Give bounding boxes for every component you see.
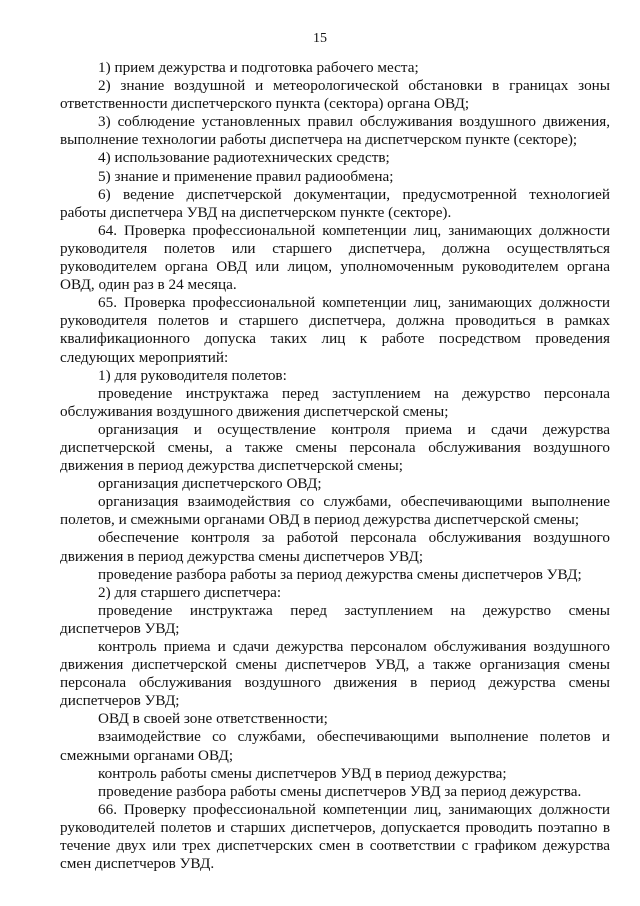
text-line: 1) для руководителя полетов:	[98, 366, 287, 384]
text-line: 5) знание и применение правил радиообмена;	[98, 167, 394, 185]
text-line: контроль приема и сдачи дежурства персоналом обслуживания воздушного	[98, 638, 610, 655]
paragraph	[60, 113, 610, 149]
text-line: 65. Проверка профессиональной компетенции лиц, занимающих должности	[98, 294, 610, 312]
paragraph	[60, 584, 610, 602]
text-line: течение двух или трех диспетчерских смен в соответствии с графиком дежурства	[60, 837, 610, 855]
paragraph	[60, 638, 610, 710]
text-line: взаимодействие со службами, обеспечивающими выполнение полетов и	[98, 728, 610, 746]
text-line: 64. Проверка профессиональной компетенции лиц, занимающих должности	[98, 221, 610, 239]
text-line: следующих мероприятий:	[60, 348, 229, 366]
paragraph	[60, 566, 610, 584]
text-line: 2) знание воздушной и метеорологической обстановки в границах зоны	[98, 77, 610, 95]
text-line: организация и осуществление контроля приема и сдачи дежурства	[98, 420, 610, 438]
paragraph	[60, 602, 610, 638]
paragraph	[60, 529, 610, 565]
paragraph	[60, 222, 610, 294]
text-line: организация диспетчерского ОВД;	[98, 475, 322, 493]
text-line: полетов, и смежными органами ОВД в период дежурства диспетчерской смены;	[60, 511, 580, 529]
paragraph	[60, 710, 610, 728]
text-line: движения диспетчерской смены диспетчеров УВД, а также организация смены	[60, 656, 610, 674]
text-line: руководителей полетов и старших диспетчеров, допускается проводить поэтапно в	[60, 818, 610, 836]
text-line: ОВД в своей зоне ответственности;	[98, 710, 328, 728]
text-line: руководителя полетов и старшего диспетчера, должна проводиться в рамках	[60, 312, 610, 330]
paragraph	[60, 59, 610, 77]
paragraph	[60, 77, 610, 113]
paragraph	[60, 186, 610, 222]
paragraph	[60, 783, 610, 801]
text-line: выполнение технологии работы диспетчера на диспетчерском пункте (секторе);	[60, 131, 578, 149]
text-line: смежными органами ОВД;	[60, 746, 234, 764]
text-line: 4) использование радиотехнических средств;	[98, 149, 390, 167]
text-line: проведение инструктажа перед заступлением на дежурство персонала	[98, 384, 610, 402]
text-line: обеспечение контроля за работой персонала обслуживания воздушного	[98, 529, 610, 547]
paragraph	[60, 168, 610, 186]
text-line: контроль работы смены диспетчеров УВД в период дежурства;	[98, 764, 507, 782]
paragraph	[60, 149, 610, 167]
text-line: проведение разбора работы за период дежурства смены диспетчеров УВД;	[98, 565, 582, 583]
text-line: организация взаимодействия со службами, обеспечивающими выполнение	[98, 493, 610, 511]
text-line: движения в период дежурства смены диспетчеров УВД;	[60, 547, 424, 565]
text-line: диспетчеров УВД;	[60, 619, 180, 637]
text-line: руководителя полетов или старшего диспетчера, должна осуществляться	[60, 239, 610, 257]
paragraph	[60, 801, 610, 873]
text-line: 66. Проверку профессиональной компетенции лиц, занимающих должности	[98, 800, 610, 818]
paragraph	[60, 765, 610, 783]
text-line: 1) прием дежурства и подготовка рабочего места;	[98, 59, 419, 76]
text-line: диспетчерской смены, а также смены персонала обслуживания воздушного	[60, 438, 610, 456]
text-line: обслуживания воздушного движения диспетчерской смены;	[60, 402, 449, 420]
paragraph	[60, 385, 610, 421]
text-line: 6) ведение диспетчерской документации, предусмотренной технологией	[98, 185, 610, 203]
document-body	[60, 59, 610, 873]
paragraph	[60, 728, 610, 764]
paragraph	[60, 493, 610, 529]
paragraph	[60, 294, 610, 366]
text-line: проведение инструктажа перед заступлением на дежурство смены	[98, 601, 610, 619]
text-line: руководителем органа ОВД или лицом, уполномоченным руководителем органа	[60, 258, 610, 276]
paragraph	[60, 421, 610, 475]
text-line: проведение разбора работы смены диспетчеров УВД за период дежурства.	[98, 782, 582, 800]
text-line: ответственности диспетчерского пункта (сектора) органа ОВД;	[60, 95, 470, 113]
page-number: 15	[313, 31, 327, 46]
text-line: квалификационного допуска таких лиц к работе посредством проведения	[60, 330, 610, 348]
text-line: ОВД, один раз в 24 месяца.	[60, 276, 237, 294]
text-line: работы диспетчера УВД на диспетчерском пункте (секторе).	[60, 203, 452, 221]
text-line: персонала обслуживания воздушного движения в период дежурства смены	[60, 674, 610, 692]
paragraph	[60, 475, 610, 493]
text-line: 3) соблюдение установленных правил обслуживания воздушного движения,	[98, 113, 610, 131]
text-line: диспетчеров УВД;	[60, 692, 180, 710]
text-line: движения в период дежурства диспетчерской смены;	[60, 457, 403, 475]
text-line: смен диспетчеров УВД.	[60, 855, 215, 873]
text-line: 2) для старшего диспетчера:	[98, 583, 282, 601]
paragraph	[60, 367, 610, 385]
